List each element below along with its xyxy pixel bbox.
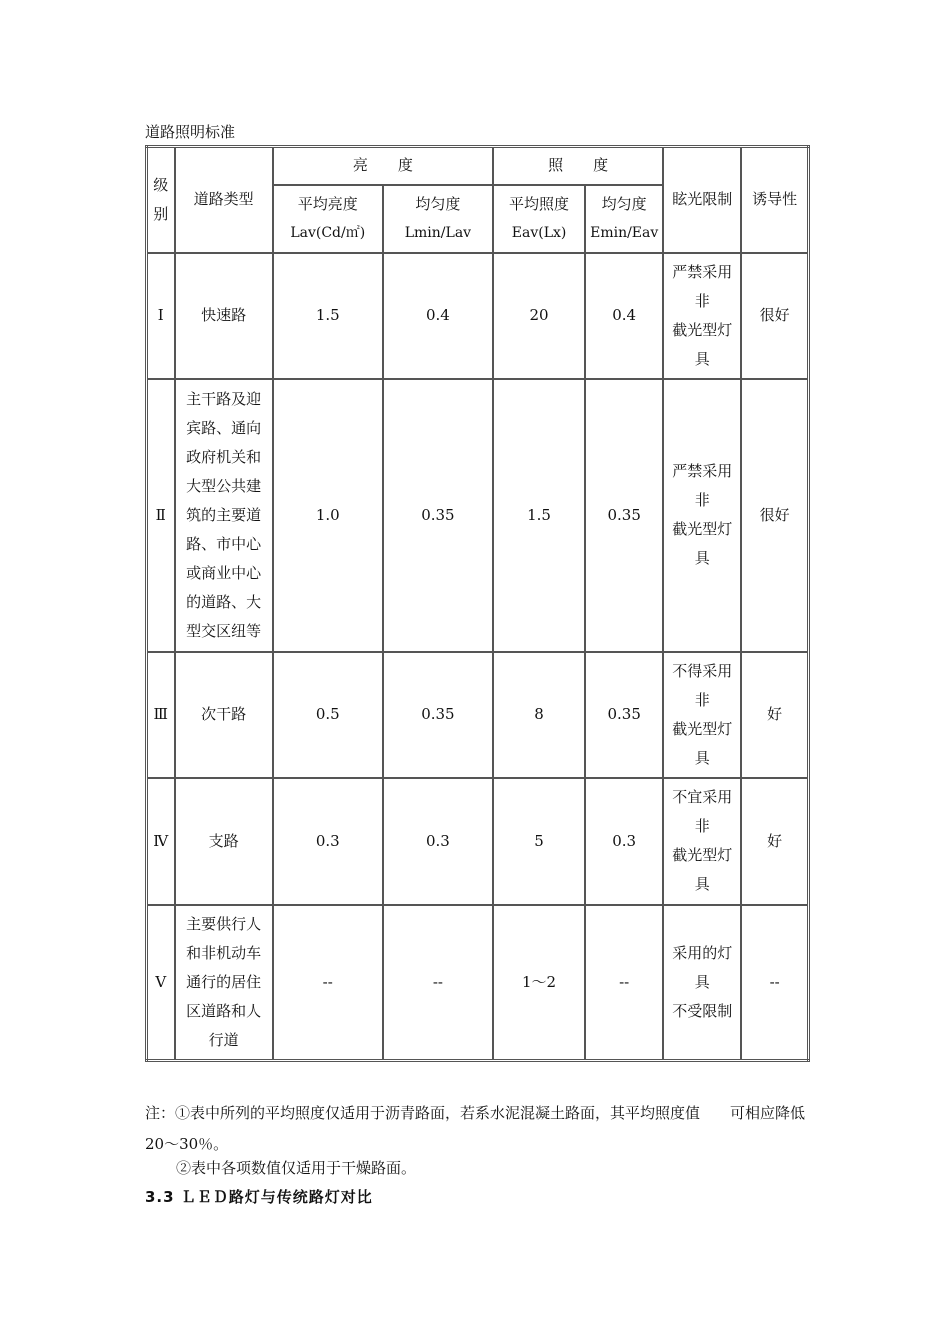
cell-glare: 严禁采用 非 截光型灯 具: [663, 379, 741, 652]
cell-luminance-uniformity: 0.35: [383, 379, 493, 652]
cell-illuminance-uniformity: 0.3: [585, 778, 663, 905]
table-row: [147, 778, 809, 905]
cell-road: 支路: [175, 778, 273, 905]
cell-illuminance-uniformity: 0.35: [585, 652, 663, 778]
cell-guidance: 很好: [741, 253, 808, 379]
header-luminance-uniformity-label: 均匀度: [415, 194, 461, 213]
cell-luminance-uniformity: --: [383, 905, 493, 1061]
cell-guidance: 好: [741, 778, 808, 905]
header-luminance-uniformity: [383, 185, 493, 253]
table-row: [147, 905, 809, 1061]
section-heading: 3.3 ＬＥＤ路灯与传统路灯对比: [145, 1188, 373, 1206]
cell-lav: 0.3: [273, 778, 383, 905]
cell-glare: 不宜采用 非 截光型灯 具: [663, 778, 741, 905]
note-1: 注：①表中所列的平均照度仅适用于沥青路面，若系水泥混凝土路面，其平均照度值 可相应降低 20～30％。: [145, 1104, 806, 1153]
header-avg-illuminance: [493, 185, 585, 253]
header-illuminance-uniformity: [585, 185, 663, 253]
cell-eav: 1.5: [493, 379, 585, 652]
cell-grade: Ⅰ: [147, 253, 175, 379]
cell-glare: 采用的灯 具 不受限制: [663, 905, 741, 1061]
header-illuminance-uniformity-label: 均匀度: [601, 194, 647, 213]
cell-illuminance-uniformity: --: [585, 905, 663, 1061]
cell-luminance-uniformity: 0.35: [383, 652, 493, 778]
table-row: [147, 379, 809, 652]
cell-eav: 20: [493, 253, 585, 379]
header-illuminance: 照 度: [493, 147, 663, 185]
cell-glare: 不得采用 非 截光型灯 具: [663, 652, 741, 778]
cell-road: 主干路及迎 宾路、通向 政府机关和 大型公共建 筑的主要道 路、市中心 或商业中心 的道路、大 型交区纽等: [175, 379, 273, 652]
cell-road: 次干路: [175, 652, 273, 778]
header-glare: 眩光限制: [663, 147, 741, 253]
header-grade: 级 别: [147, 147, 175, 253]
cell-lav: 1.0: [273, 379, 383, 652]
cell-guidance: 很好: [741, 379, 808, 652]
header-avg-luminance-unit: Lav(Cd/㎡): [290, 224, 366, 241]
cell-eav: 1～2: [493, 905, 585, 1061]
lighting-standard-table: [145, 145, 810, 1062]
cell-lav: 0.5: [273, 652, 383, 778]
table-row: [147, 253, 809, 379]
cell-illuminance-uniformity: 0.4: [585, 253, 663, 379]
cell-guidance: 好: [741, 652, 808, 778]
note-2: ②表中各项数值仅适用于干燥路面。: [176, 1159, 417, 1177]
cell-luminance-uniformity: 0.4: [383, 253, 493, 379]
header-luminance: 亮 度: [273, 147, 493, 185]
header-road-type: 道路类型: [175, 147, 273, 253]
cell-grade: Ⅴ: [147, 905, 175, 1061]
header-luminance-uniformity-unit: Lmin/Lav: [404, 224, 472, 241]
cell-illuminance-uniformity: 0.35: [585, 379, 663, 652]
header-illuminance-uniformity-unit: Emin/Eav: [590, 224, 659, 241]
cell-road: 主要供行人 和非机动车 通行的居住 区道路和人 行道: [175, 905, 273, 1061]
cell-grade: Ⅳ: [147, 778, 175, 905]
header-avg-luminance-label: 平均亮度: [297, 194, 358, 213]
header-avg-illuminance-label: 平均照度: [509, 194, 570, 213]
header-guidance: 诱导性: [741, 147, 808, 253]
header-avg-illuminance-unit: Eav(Lx): [511, 224, 567, 241]
header-avg-luminance: [273, 185, 383, 253]
table-caption: 道路照明标准: [145, 123, 236, 141]
cell-road: 快速路: [175, 253, 273, 379]
cell-lav: 1.5: [273, 253, 383, 379]
cell-guidance: --: [741, 905, 808, 1061]
cell-grade: Ⅱ: [147, 379, 175, 652]
cell-lav: --: [273, 905, 383, 1061]
cell-eav: 8: [493, 652, 585, 778]
cell-luminance-uniformity: 0.3: [383, 778, 493, 905]
cell-grade: Ⅲ: [147, 652, 175, 778]
cell-glare: 严禁采用 非 截光型灯 具: [663, 253, 741, 379]
table-row: [147, 652, 809, 778]
cell-eav: 5: [493, 778, 585, 905]
